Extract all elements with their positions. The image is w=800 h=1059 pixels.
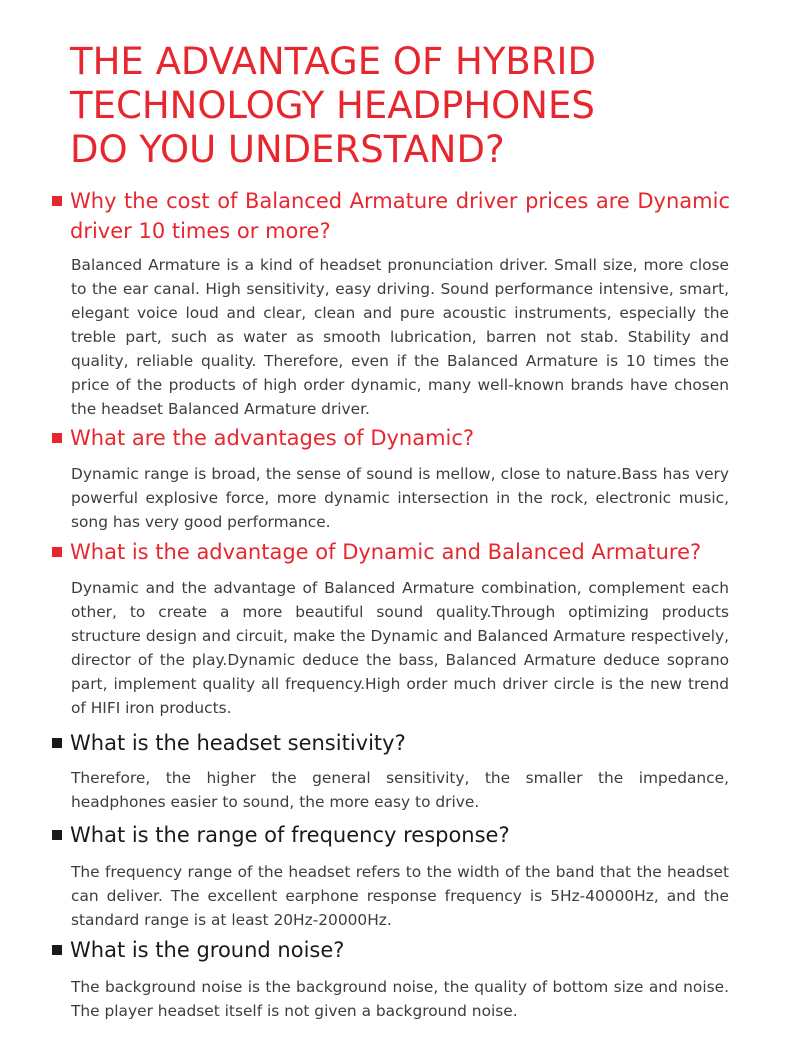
- square-bullet-icon: [52, 196, 62, 206]
- faq-question: What is the ground noise?: [70, 938, 345, 962]
- title-line-2: TECHNOLOGY HEADPHONES: [70, 84, 595, 127]
- faq-question: What are the advantages of Dynamic?: [70, 426, 475, 450]
- square-bullet-icon: [52, 433, 62, 443]
- square-bullet-icon: [52, 830, 62, 840]
- page-title: [70, 40, 750, 172]
- faq-question: What is the headset sensitivity?: [70, 731, 406, 755]
- square-bullet-icon: [52, 738, 62, 748]
- title-line-3: DO YOU UNDERSTAND?: [70, 128, 505, 171]
- faq-answer: Dynamic range is broad, the sense of sound is mellow, close to nature.Bass has very powerful explosive force, more dynamic intersection in the rock, electronic music, song has very good performance.: [71, 465, 729, 531]
- faq-question: What is the advantage of Dynamic and Balanced Armature?: [70, 540, 702, 564]
- faq-answer: Therefore, the higher the general sensitivity, the smaller the impedance, headphones easier to sound, the more easy to drive.: [71, 769, 729, 811]
- faq-answer: The background noise is the background noise, the quality of bottom size and noise. The player headset itself is not given a background noise.: [71, 978, 729, 1020]
- faq-answer: Balanced Armature is a kind of headset pronunciation driver. Small size, more close to the ear canal. High sensitivity, easy driving. Sound performance intensive, smart, elegant voice loud and clear, clean and pure acoustic instruments, especially the treble part, such as water as smooth lubrication, barren not stab. Stability and quality, reliable quality. Therefore, even if the Balanced Armature is 10 times the price of the products of high order dynamic, many well-known brands have chosen the headset Balanced Armature driver.: [71, 256, 729, 418]
- faq-answer: The frequency range of the headset refers to the width of the band that the headset can deliver. The excellent earphone response frequency is 5Hz-40000Hz, and the standard range is at least 20Hz-20000Hz.: [71, 863, 729, 929]
- title-line-1: THE ADVANTAGE OF HYBRID: [70, 40, 596, 83]
- faq-question: Why the cost of Balanced Armature driver prices are Dynamic driver 10 times or more?: [70, 189, 730, 243]
- square-bullet-icon: [52, 945, 62, 955]
- faq-answer: Dynamic and the advantage of Balanced Armature combination, complement each other, to create a more beautiful sound quality.Through optimizing products structure design and circuit, make the Dynamic and Balanced Armature respectively, director of the play.Dynamic deduce the bass, Balanced Armature deduce soprano part, implement quality all frequency.High order much driver circle is the new trend of HIFI iron products.: [71, 579, 729, 717]
- faq-question: What is the range of frequency response?: [70, 823, 510, 847]
- square-bullet-icon: [52, 547, 62, 557]
